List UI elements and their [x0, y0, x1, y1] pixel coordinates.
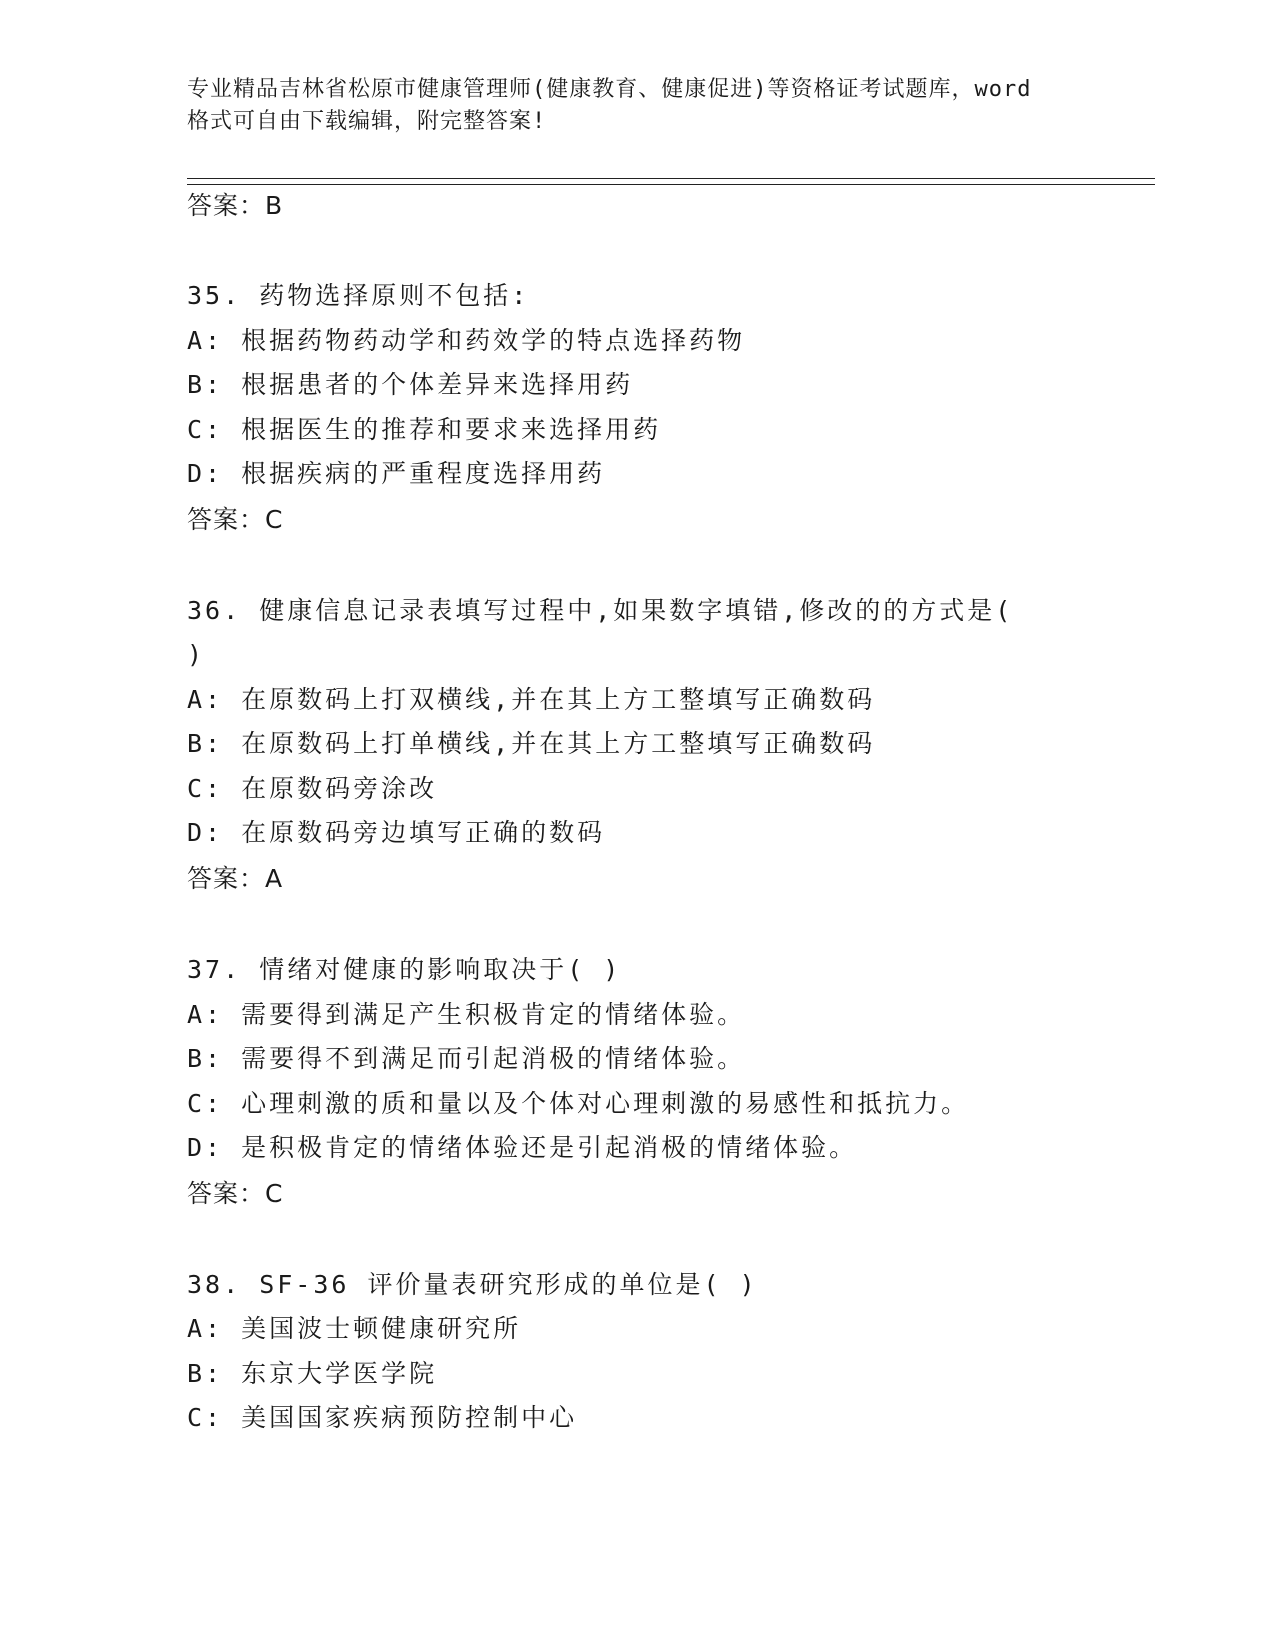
header-rule-top — [187, 178, 1155, 179]
q37-option-a: A: 需要得到满足产生积极肯定的情绪体验。 — [187, 1000, 746, 1029]
q35-option-c: C: 根据医生的推荐和要求来选择用药 — [187, 415, 662, 444]
document-header — [187, 74, 1087, 138]
question-36: 36. 健康信息记录表填写过程中,如果数字填错,修改的的方式是( — [187, 596, 1014, 625]
answer-prev: 答案：B — [187, 191, 284, 220]
q38-option-c: C: 美国国家疾病预防控制中心 — [187, 1403, 578, 1432]
header-line-2: 格式可自由下载编辑，附完整答案! — [187, 109, 547, 134]
q37-option-c: C: 心理刺激的质和量以及个体对心理刺激的易感性和抵抗力。 — [187, 1089, 970, 1118]
question-36-cont: ) — [187, 640, 206, 669]
question-35: 35. 药物选择原则不包括: — [187, 281, 530, 310]
q36-option-b: B: 在原数码上打单横线,并在其上方工整填写正确数码 — [187, 729, 876, 758]
q35-option-d: D: 根据疾病的严重程度选择用药 — [187, 459, 606, 488]
q36-option-a: A: 在原数码上打双横线,并在其上方工整填写正确数码 — [187, 685, 876, 714]
question-37: 37. 情绪对健康的影响取决于( ) — [187, 955, 622, 984]
q35-option-b: B: 根据患者的个体差异来选择用药 — [187, 370, 634, 399]
q35-option-a: A: 根据药物药动学和药效学的特点选择药物 — [187, 326, 746, 355]
q36-answer: 答案：A — [187, 864, 284, 893]
header-line-1: 专业精品吉林省松原市健康管理师(健康教育、健康促进)等资格证考试题库，word — [187, 77, 1032, 102]
q37-option-d: D: 是积极肯定的情绪体验还是引起消极的情绪体验。 — [187, 1133, 858, 1162]
q36-option-d: D: 在原数码旁边填写正确的数码 — [187, 818, 606, 847]
q35-answer: 答案：C — [187, 505, 284, 534]
q38-option-a: A: 美国波士顿健康研究所 — [187, 1314, 522, 1343]
question-38: 38. SF-36 评价量表研究形成的单位是( ) — [187, 1270, 758, 1299]
header-rule-bottom — [187, 184, 1155, 185]
q37-answer: 答案：C — [187, 1179, 284, 1208]
q38-option-b: B: 东京大学医学院 — [187, 1359, 438, 1388]
q36-option-c: C: 在原数码旁涂改 — [187, 774, 438, 803]
q37-option-b: B: 需要得不到满足而引起消极的情绪体验。 — [187, 1044, 746, 1073]
